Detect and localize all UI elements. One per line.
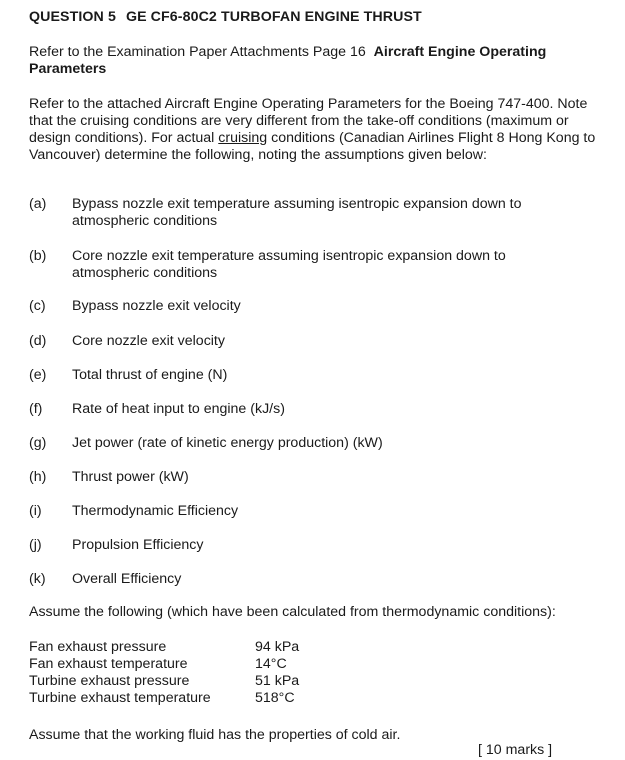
condition-fan-exhaust-temperature xyxy=(29,656,349,673)
part-label: (d) xyxy=(29,333,47,349)
part-text: Total thrust of engine (N) xyxy=(72,367,228,383)
part-label: (e) xyxy=(29,367,47,383)
part-label: (a) xyxy=(29,196,47,212)
part-label: (h) xyxy=(29,469,47,485)
condition-value: 518°C xyxy=(255,690,295,706)
condition-fan-exhaust-pressure xyxy=(29,639,349,656)
condition-value: 94 kPa xyxy=(255,639,300,655)
condition-label: Fan exhaust temperature xyxy=(29,656,188,672)
condition-value: 51 kPa xyxy=(255,673,300,689)
part-label: (i) xyxy=(29,503,42,519)
intro-paragraph xyxy=(29,96,604,164)
condition-turbine-exhaust-temperature xyxy=(29,690,349,707)
condition-label: Turbine exhaust pressure xyxy=(29,673,190,689)
part-label: (b) xyxy=(29,248,47,264)
marks-allocation: [ 10 marks ] xyxy=(478,742,553,758)
intro-text-end: conditions (Canadian Airlines Flight 8 Hong Kong to Vancouver) determine the following, noting the assumptions given below: xyxy=(29,130,596,163)
attachment-reference-title: Aircraft Engine Operating Parameters xyxy=(29,44,547,77)
part-text: Core nozzle exit temperature assuming isentropic expansion down to atmospheric conditions xyxy=(72,248,506,281)
working-fluid-assumption: Assume that the working fluid has the properties of cold air. xyxy=(29,727,401,743)
part-label: (k) xyxy=(29,571,46,587)
part-label: (f) xyxy=(29,401,43,417)
part-text: Overall Efficiency xyxy=(72,571,182,587)
condition-label: Turbine exhaust temperature xyxy=(29,690,211,706)
part-label: (j) xyxy=(29,537,42,553)
condition-label: Fan exhaust pressure xyxy=(29,639,167,655)
attachment-reference-text: Refer to the Examination Paper Attachments Page 16 xyxy=(29,44,366,60)
condition-turbine-exhaust-pressure xyxy=(29,673,349,690)
intro-underlined-word: cruising xyxy=(218,130,268,146)
question-number: QUESTION 5 xyxy=(29,9,116,25)
assumptions-intro: Assume the following (which have been calculated from thermodynamic conditions): xyxy=(29,604,556,620)
part-text: Bypass nozzle exit temperature assuming isentropic expansion down to atmospheric conditions xyxy=(72,196,522,229)
part-text: Jet power (rate of kinetic energy production) (kW) xyxy=(72,435,383,451)
part-text: Rate of heat input to engine (kJ/s) xyxy=(72,401,285,417)
part-text: Core nozzle exit velocity xyxy=(72,333,225,349)
part-text: Thrust power (kW) xyxy=(72,469,189,485)
part-text: Bypass nozzle exit velocity xyxy=(72,298,241,314)
part-text: Thermodynamic Efficiency xyxy=(72,503,239,519)
condition-value: 14°C xyxy=(255,656,287,672)
part-label: (c) xyxy=(29,298,46,314)
intro-text-start: Refer to the attached Aircraft Engine Operating Parameters for the Boeing 747-400. Note that the cruising conditions are very different from the take-off conditions (maximum or design conditions). For actual xyxy=(29,96,588,146)
assumed-conditions-list xyxy=(29,639,349,707)
question-heading xyxy=(29,9,422,26)
part-label: (g) xyxy=(29,435,47,451)
question-title: GE CF6-80C2 TURBOFAN ENGINE THRUST xyxy=(125,9,422,25)
attachment-reference xyxy=(29,44,599,78)
part-text: Propulsion Efficiency xyxy=(72,537,204,553)
